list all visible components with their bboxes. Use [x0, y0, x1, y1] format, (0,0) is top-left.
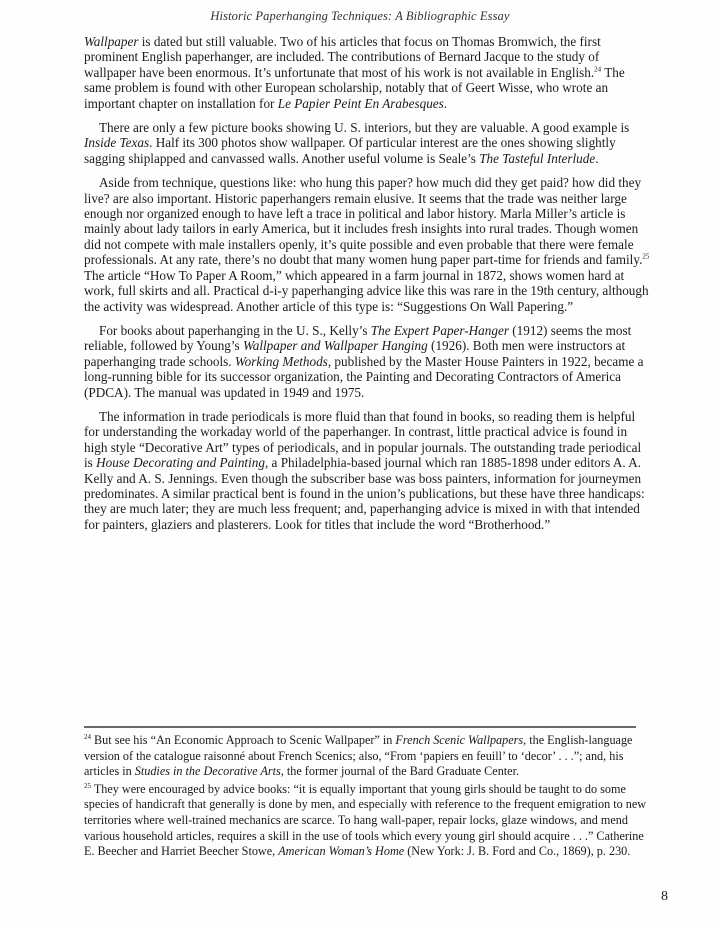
page-number: 8	[661, 889, 668, 904]
italic-title: Wallpaper	[84, 34, 139, 49]
italic-title: Wallpaper and Wallpaper Hanging	[242, 338, 428, 354]
footnotes	[84, 733, 650, 862]
text-run: The same problem is found with other European scholarship, notably that of Geert Wisse, who wrote an important chapter on installation for	[84, 64, 625, 111]
text-run: , the former journal of the Bard Graduate Center.	[280, 764, 520, 779]
text-run: , a Philadelphia-based journal which ran 1885-1898 under editors A. A. Kelly and A. S. Jennings. Even though the subscriber base was boss painters, information for journeymen predominates. A similar practical bent is found in the union’s publications, but these have three handicaps: they are much later; they are much less frequent; and, paperhanging advice is mixed in with that intended for painters, glaziers and plasterers. Look for titles that include the word “Brotherhood.”	[84, 455, 645, 532]
text-run: , published by the Master House Painters in 1922, became a long-running bible for its successor organization, the Painting and Decorating Contractors of America (PDCA). The manual was updated in 1949 and 1975.	[84, 353, 644, 400]
italic-title: Studies in the Decorative Arts	[134, 764, 281, 779]
text-run: is dated but still valuable. Two of his articles that focus on Thomas Bromwich, the first prominent English paperhanger, are included. The contributions of Bernard Jacque to the study of wallpaper have been enormous. It’s unfortunate that most of his work is not available in English.	[84, 34, 601, 80]
text-run: .	[443, 95, 448, 111]
body-paragraph	[84, 34, 650, 111]
text-run: (1912) seems the most reliable, followed by Young’s	[84, 322, 632, 354]
italic-title: Inside Texas	[84, 135, 150, 151]
text-run: (1926). Both men were instructors at paperhanging trade schools.	[84, 338, 626, 369]
text-run: (New York: J. B. Ford and Co., 1869), p. 230.	[404, 844, 631, 859]
text-run: For books about paperhanging in the U. S., Kelly’s	[99, 322, 371, 338]
italic-title: The Tasteful Interlude	[479, 150, 596, 166]
footnote-ref: 24	[84, 732, 91, 741]
text-run: There are only a few picture books showing U. S. interiors, but they are valuable. A good example is	[99, 120, 630, 136]
italic-title: The Expert Paper-Hanger	[370, 322, 509, 338]
body-paragraph	[84, 323, 650, 400]
footnote-ref: 24	[594, 65, 602, 74]
footnote-ref: 25	[84, 781, 91, 790]
text-run: .	[595, 150, 599, 166]
text-run: , the English-language version of the catalogue raisonné about French Scenics; also, “From ‘papiers en feuill’ to ‘decor’ . . .”; and, his articles in	[84, 733, 633, 779]
body-paragraph	[84, 175, 650, 314]
text-run: The article “How To Paper A Room,” which appeared in a farm journal in 1872, shows women hard at work, full skirts and all. Practical d-i-y paperhanging advice like this was rare in the 19th century, although the activity was widespread. Another article of this type is: “Suggestions On Wall Papering.”	[84, 267, 649, 314]
running-head: Historic Paperhanging Techniques: A Bibliographic Essay	[210, 9, 510, 23]
text-run: Aside from technique, questions like: who hung this paper? how much did they get paid? how did they live? are also important. Historic paperhangers remain elusive. It seems that the trade was neither large enough nor organized enough to have left a trace in political and labor history. Marla Miller’s article is mainly about lady tailors in early America, but it includes fresh insights into rural trades. Though women did not compete with male installers openly, it’s quite possible and even probable that there were female professionals. At any rate, there’s no doubt that many women hung paper part-time for friends and family.	[84, 175, 643, 268]
italic-title: Working Methods	[234, 353, 328, 369]
body-text	[84, 34, 650, 541]
body-paragraph	[84, 409, 650, 532]
text-run: The information in trade periodicals is more fluid than that found in books, so reading them is helpful for understanding the workaday world of the paperhanger. In contrast, little practical advice is found in high style “Decorative Art” types of periodicals, and in popular journals. The outstanding trade periodical is	[84, 408, 642, 471]
footnote-ref: 25	[642, 252, 650, 261]
italic-title: French Scenic Wallpapers	[395, 733, 524, 747]
italic-title: Le Papier Peint En Arabesques	[277, 95, 444, 111]
italic-title: House Decorating and Painting	[96, 455, 265, 471]
italic-title: American Woman’s Home	[278, 844, 405, 859]
footnote-divider	[84, 726, 636, 728]
text-run: They were encouraged by advice books: “it is equally important that young girls should be taught to do some species of handicraft that generally is done by men, and especially with reference to the frequent emigration to new territories where well-trained mechanics are scarce. To hang wall-paper, repair locks, glaze windows, and mend various household articles, requires a skill in the use of tools which every young girl should acquire . . .” Catherine E. Beecher and Harriet Beecher Stowe,	[84, 781, 647, 859]
footnote	[84, 733, 650, 780]
footnote	[84, 782, 650, 860]
text-run: . Half its 300 photos show wallpaper. Of particular interest are the ones showing slightly sagging shiplapped and canvassed walls. Another useful volume is Seale’s	[84, 135, 616, 166]
text-run: But see his “An Economic Approach to Scenic Wallpaper” in	[91, 733, 396, 747]
body-paragraph	[84, 120, 650, 166]
